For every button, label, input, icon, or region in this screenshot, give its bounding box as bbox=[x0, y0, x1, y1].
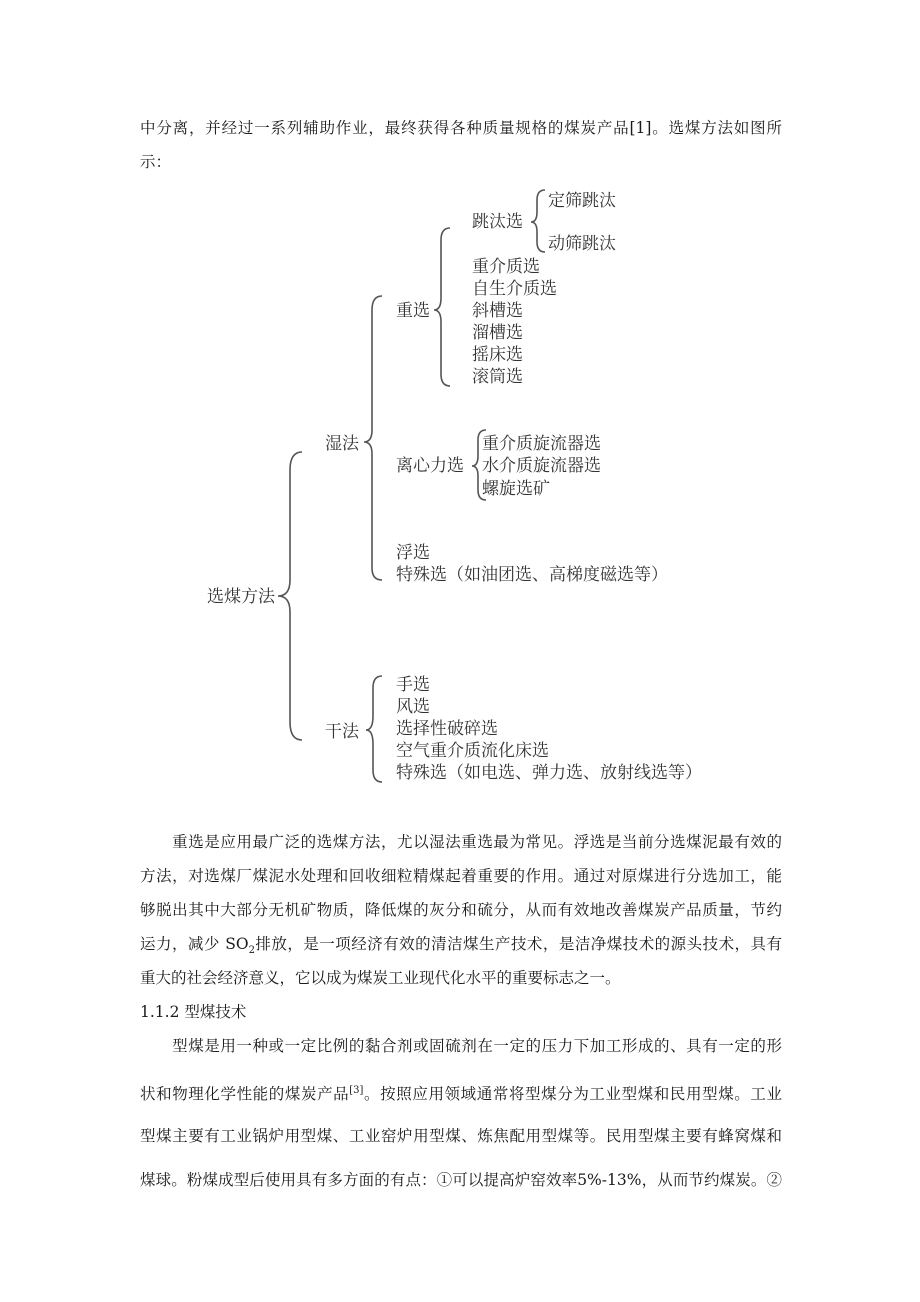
gravity-item: 斜槽选 bbox=[472, 301, 523, 321]
wet-brace bbox=[364, 296, 382, 580]
intro-line-1: 中分离，并经过一系列辅助作业，最终获得各种质量规格的煤炭产品[1]。选煤方法如图所 bbox=[140, 119, 782, 137]
gravity-item: 自生介质选 bbox=[472, 279, 557, 299]
dry-item: 手选 bbox=[396, 675, 430, 695]
citation-3: [3] bbox=[349, 1084, 364, 1096]
dry-item: 风选 bbox=[396, 697, 430, 717]
jig-label: 跳汰选 bbox=[472, 212, 523, 232]
gravity-brace bbox=[434, 228, 450, 386]
flotation-label: 浮选 bbox=[396, 543, 430, 563]
para3-line-2b: 。按照应用领域通常将型煤分为工业型煤和民用型煤。工业 bbox=[363, 1085, 782, 1103]
para3-line-2a: 状和物理化学性能的煤炭产品 bbox=[140, 1085, 350, 1103]
para2-line-4b: 排放，是一项经济有效的清洁煤生产技术，是洁净煤技术的源头技术，具有 bbox=[254, 935, 782, 953]
para3-line-1: 型煤是用一种或一定比例的黏合剂或固硫剂在一定的压力下加工形成的、具有一定的形 bbox=[140, 1037, 782, 1055]
para2-line-1: 重选是应用最广泛的选煤方法，尤以湿法重选最为常见。浮选是当前分选煤泥最有效的 bbox=[140, 833, 782, 851]
para2-line-5: 重大的社会经济意义，它以成为煤炭工业现代化水平的重要标志之一。 bbox=[140, 969, 621, 987]
gravity-item: 滚筒选 bbox=[472, 367, 523, 387]
jig-fixed-label: 定筛跳汰 bbox=[548, 191, 616, 211]
root-brace bbox=[278, 452, 302, 740]
special-wet-label: 特殊选（如油团选、高梯度磁选等） bbox=[396, 565, 668, 585]
centrifugal-item: 重介质旋流器选 bbox=[482, 434, 601, 454]
dry-label: 干法 bbox=[325, 722, 359, 742]
gravity-item: 溜槽选 bbox=[472, 323, 523, 343]
para2-line-3: 够脱出其中大部分无机矿物质，降低煤的灰分和硫分，从而有效地改善煤炭产品质量，节约 bbox=[140, 901, 782, 919]
centrifugal-item: 水介质旋流器选 bbox=[482, 456, 601, 476]
gravity-label: 重选 bbox=[396, 301, 430, 321]
para3-line-3: 型煤主要有工业锅炉用型煤、工业窑炉用型煤、炼焦配用型煤等。民用型煤主要有蜂窝煤和 bbox=[140, 1127, 782, 1145]
dry-item: 选择性破碎选 bbox=[396, 719, 498, 739]
centrifugal-item: 螺旋选矿 bbox=[482, 479, 550, 499]
para2-line-2: 方法，对选煤厂煤泥水处理和回收细粒精煤起着重要的作用。通过对原煤进行分选加工，能 bbox=[140, 867, 782, 885]
jig-brace bbox=[531, 190, 545, 252]
so2-subscript: 2 bbox=[248, 945, 255, 957]
dry-brace bbox=[366, 676, 382, 782]
para2-line-4 bbox=[140, 932, 782, 956]
gravity-item: 重介质选 bbox=[472, 257, 540, 277]
centrifugal-label: 离心力选 bbox=[396, 456, 464, 476]
para2-line-4a: 运力，减少 SO bbox=[140, 935, 249, 953]
section-heading: 1.1.2 型煤技术 bbox=[140, 1003, 247, 1021]
dry-item: 空气重介质流化床选 bbox=[396, 741, 549, 761]
dry-item: 特殊选（如电选、弹力选、放射线选等） bbox=[396, 763, 702, 783]
wet-label: 湿法 bbox=[325, 434, 359, 454]
jig-moving-label: 动筛跳汰 bbox=[548, 234, 616, 254]
intro-line-2: 示： bbox=[140, 153, 172, 171]
gravity-item: 摇床选 bbox=[472, 345, 523, 365]
para3-line-2 bbox=[140, 1082, 782, 1104]
para3-line-4: 煤球。粉煤成型后使用具有多方面的有点：①可以提高炉窑效率5%-13%，从而节约煤炭。② bbox=[140, 1171, 782, 1189]
root-label: 选煤方法 bbox=[207, 587, 275, 607]
